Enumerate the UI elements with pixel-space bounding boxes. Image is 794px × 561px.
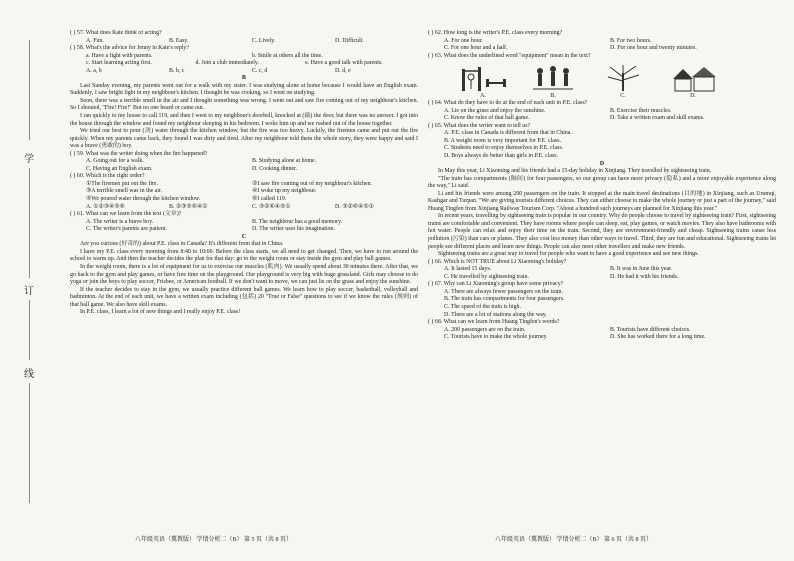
section-d-heading: D [599, 160, 605, 167]
q62-options-row1 [428, 38, 776, 46]
q63-stem: ( ) 63. What does the underlined word "equipment" mean in the text? [428, 52, 591, 59]
option: D. Take a written exam and skill exams. [610, 115, 705, 122]
houses-icon [668, 63, 718, 93]
option: C. He travelled by sightseeing train. [444, 273, 529, 280]
item: c. Start learning acting first. [86, 60, 152, 67]
passage-d-paragraph: "The train has compartments (隔间) for four passengers, so our group can have more privacy (隐私) and a more enjoyable experience along the way," Li said. [428, 175, 776, 190]
passage-c-paragraph: I have my P.E. class every morning from 8:40 to 10:00. Before the class starts, we all need to get changed. Then, we have to run around the school to warm up. And then the teacher decides the plan for that day: go to the weight room or stay inside the gym and play ball games. [70, 248, 418, 263]
q61-options-row1 [70, 219, 418, 227]
option: A. Fun. [86, 37, 104, 44]
option: D. There are a lot of stations along the way. [444, 311, 547, 318]
option: C. ③②⑥④⑤① [252, 203, 291, 210]
item: ①The firemen put out the fire. [86, 180, 159, 187]
q65-stem: ( ) 65. What does the writer want to tell us? [428, 122, 531, 129]
option: A. a, b [86, 67, 102, 74]
q68-options-row2 [428, 334, 776, 342]
q58-stem: ( ) 58. What's the advice for Jenny in Kate's reply? [70, 45, 189, 52]
q68-options-row1 [428, 327, 776, 335]
item: ⑤We poured water through the kitchen window. [86, 196, 201, 203]
option: A. ①②③④⑤⑥ [86, 203, 125, 210]
q58-options [70, 68, 418, 76]
q63-option-d [658, 63, 728, 101]
option-label: B. [550, 92, 556, 99]
right-page-footer: 八年级英语（冀教版） 学情分析二（B） 第 6 页（共 8 页） [495, 537, 653, 543]
option: A. P.E. class in Canada is different from that in China. [444, 130, 572, 137]
option: A. The writer is a brave boy. [86, 218, 154, 225]
passage-c-paragraph: Are you curious (好奇的) about P.E. class in Canada? It's different from that in China. [80, 241, 284, 248]
item: b. Smile at others all the time. [252, 52, 323, 59]
option: A. It lasted 15 days. [444, 266, 492, 273]
item: ④I woke up my neighbour. [252, 188, 317, 195]
option: A. 200 passengers are on the train. [444, 326, 526, 333]
gym-equipment-icon [458, 63, 508, 93]
option: C. The writer's parents are patient. [86, 226, 167, 233]
option: B. For two hours. [610, 37, 652, 44]
q57-stem: ( ) 57. What does Kate think of acting? [70, 30, 162, 36]
passage-d-paragraph: Sightseeing trains are a great way to travel for people who want to have a good experience and see new things. [438, 251, 699, 258]
option-label: D. [690, 92, 696, 99]
q60-items-row3 [70, 196, 418, 204]
item: e. Have a good talk with parents. [305, 60, 383, 67]
option-label: A. [480, 92, 486, 99]
q58-items-row2 [70, 60, 418, 68]
option: C. Lively. [252, 37, 276, 44]
option: A. Going out for a walk. [86, 158, 144, 165]
passage-d-paragraph: Li and his friends were among 200 passengers on the train. It stopped at the main travel destinations (目的地) in Xinjiang, such as Urumqi, Kashgar and Turpan. "We are giving tourists different choices. They can either choose to make the whole journey or just a part of the journey," said Huang Tingfen from Xinjiang Railway Tourism Corp. "About a hundred such journeys are planned for Xinjiang this year." [428, 190, 776, 212]
left-page [70, 30, 418, 510]
q64-options-row2 [428, 115, 776, 123]
option: C. Tourists have to make the whole journey. [444, 334, 548, 341]
passage-b-paragraph: I ran quickly to my house to call 119, and then I went to my neighbour's doorbell, knocked at (敲) the door, but there was no answer. I got into the house through the window and found my neighbour sleeping in his bedroom. I woke him up and we rushed out of the house together. [70, 113, 418, 127]
option: D. ③②⑥④⑤① [335, 203, 374, 210]
option: B. The train has compartments for four passengers. [444, 296, 565, 303]
binding-line-bottom [29, 383, 30, 503]
option: B. ②③⑤⑥④① [169, 203, 208, 210]
section-c-heading: C [241, 233, 247, 240]
binding-line-top [29, 40, 30, 140]
option: D. For one hour and twenty minutes. [610, 45, 697, 52]
option: C. Students need to enjoy themselves in P.E. class. [444, 145, 564, 152]
option-label: C. [620, 92, 626, 99]
item: ⑥I called 119. [252, 196, 287, 203]
tree-icon [598, 63, 648, 93]
q63-option-b [518, 63, 588, 101]
option: B. The neighbour has a good memory. [252, 218, 343, 225]
group-of-people-icon [528, 63, 578, 93]
option: D. Boys always do better than girls in P.E. class. [444, 153, 559, 160]
passage-c-paragraph: In the weight room, there is a lot of equipment for us to exercise our muscles (肌肉). We usually spend about 30 minutes there. After that, we go back to the gym and play games, or have free time on the playground. Our playground is very big with huge grassland. Girls may choose to do yoga or join the boys to play soccer, Frisbee, or American football. If we don't want to move, we can just lie on the grass and enjoy the sunshine. [70, 263, 418, 286]
item: ②I saw fire coming out of my neighbour's kitchen. [252, 180, 373, 187]
passage-b-paragraph: Soon, there was a terrible smell in the air and I thought something was wrong. I went out and saw fire coming out of my neighbour's kitchen. So I shouted, "Fire! Fire!" But no one heard or came out. [70, 97, 418, 112]
q60-stem: ( ) 60. Which is the right order? [70, 173, 145, 180]
q63-picture-options [428, 60, 776, 100]
q63-option-c [588, 63, 658, 101]
passage-b-paragraph: We tried our best to pour (浇) water through the kitchen window, but the fire was too heavy. Luckily, the firemen came and put out the fire quickly. When my parents came back, they found I was dirty and tired. After my neighbour told them the whole story, they were happy and said I was a brave (勇敢的) boy. [70, 128, 418, 150]
option: C. Having an English exam. [86, 165, 153, 172]
q64-stem: ( ) 64. What do they have to do at the end of each unit in P.E. class? [428, 100, 588, 107]
option: D. He had it with his friends. [610, 273, 679, 280]
q59-stem: ( ) 59. What was the writer doing when the fire happened? [70, 150, 208, 157]
q68-stem: ( ) 68. What can we learn from Huang Tingfen's words? [428, 319, 560, 326]
q61-stem: ( ) 61. What can we learn from the text (文章)? [70, 211, 182, 218]
option: B. b, c [169, 67, 185, 74]
option: D. She has worked there for a long time. [610, 334, 706, 341]
q67-stem: ( ) 67. Why can Li Xiaoming's group have some privacy? [428, 281, 564, 288]
option: B. Easy. [169, 37, 189, 44]
option: B. Studying alone at home. [252, 158, 317, 165]
option: B. A weight room is very important for P.E. class. [444, 137, 561, 144]
binding-char-2: 订 [24, 286, 34, 297]
item: d. Join a club immediately. [195, 60, 259, 67]
option: D. d, e [335, 67, 351, 74]
binding-line-lower [29, 300, 30, 360]
passage-d-paragraph: In May this year, Li Xiaoming and his friends had a 15-day holiday in Xinjiang. They travelled by sightseeing train. [438, 168, 712, 175]
section-b-heading: B [242, 75, 246, 82]
option: B. Exercise their muscles. [610, 107, 672, 114]
binding-line-mid [29, 168, 30, 278]
option: A. For one hour. [444, 37, 483, 44]
q63-option-a [448, 63, 518, 101]
option: C. For one hour and a half. [444, 45, 508, 52]
item: a. Have a fight with parents. [86, 52, 153, 59]
option: A. There are always fewer passengers on the train. [444, 288, 563, 295]
option: C. Know the rules of that ball game. [444, 115, 530, 122]
binding-char-3: 线 [24, 369, 34, 380]
q62-stem: ( ) 62. How long is the writer's P.E. class every morning? [428, 30, 563, 36]
option: B. Tourists have different choices. [610, 326, 691, 333]
q57-options [70, 38, 418, 46]
passage-c-paragraph: If the teacher decides to stay in the gym, we usually practice different ball games. We learn how to play soccer, basketball, volleyball and badminton. At the end of each unit, we have a written exam including (包括) 20 "True or False" questions to see if we know the rules (规则) of that ball game. We also have skill exams. [70, 286, 418, 308]
option: B. It was in June this year. [610, 266, 673, 273]
binding-char-1: 学 [24, 154, 34, 165]
q61-options-row2 [70, 226, 418, 234]
option: A. Lie on the grass and enjoy the sunshine. [444, 107, 546, 114]
passage-d-paragraph: In recent years, travelling by sightseeing train is popular in our country. Why do people choose to travel by sightseeing train? First, sightseeing trains are comfortable and convenient. They have rooms where people can sleep, eat, play games, or watch movies. They also have bathrooms with hot water. People can relax and enjoy their time on the train. Second, they are environment-friendly and cheap. Sightseeing trains cause less pollution (污染) than cars or planes. They also cost less money than other ways to travel. Third, they are fun and educational. Sightseeing trains let people see different places and learn new things. People can also meet other travellers and make new friends. [428, 213, 776, 250]
q66-options-row1 [428, 266, 776, 274]
q66-stem: ( ) 66. Which is NOT TRUE about Li Xiaoming's holiday? [428, 258, 567, 265]
option: D. Difficult. [335, 37, 364, 44]
q60-items-row2 [70, 188, 418, 196]
passage-c-paragraph: In P.E. class, I learn a lot of new things and I really enjoy P.E. class! [80, 309, 241, 316]
option: C. c, d [252, 67, 268, 74]
option: D. The writer uses his imagination. [252, 226, 335, 233]
right-page [428, 30, 776, 510]
item: ③A terrible smell was in the air. [86, 188, 163, 195]
option: D. Cooking dinner. [252, 165, 298, 172]
passage-b-paragraph: Last Sunday evening, my parents went out for a walk with my sister. I was studying alone at home because I would have an English exam. Suddenly, I saw bright light in my neighbour's kitchen. I thought he was cooking, so I went on studying. [70, 82, 418, 97]
q60-options [70, 204, 418, 212]
left-page-footer: 八年级英语（冀教版） 学情分析二（B） 第 5 页（共 8 页） [135, 537, 293, 543]
q59-options-row1 [70, 158, 418, 166]
option: C. The speed of the train is high. [444, 303, 521, 310]
q62-options-row2 [428, 45, 776, 53]
